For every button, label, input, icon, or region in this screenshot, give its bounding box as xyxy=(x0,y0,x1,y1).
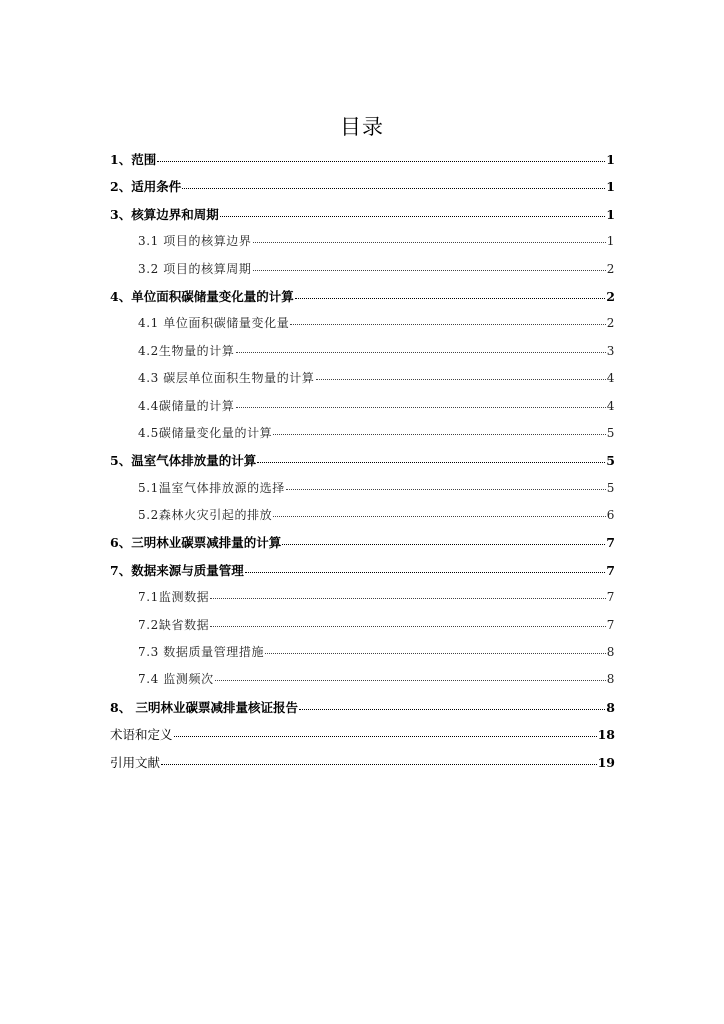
toc-page-number: 1 xyxy=(606,206,615,222)
toc-page-number: 19 xyxy=(597,754,615,770)
toc-entry-subsection[interactable] xyxy=(110,584,615,611)
toc-entry-label: 5.1温室气体排放源的选择 xyxy=(138,480,285,495)
dot-leader xyxy=(273,422,605,435)
toc-page-number: 5 xyxy=(606,453,615,469)
toc-entry-label: 术语和定义 xyxy=(110,727,173,743)
toc-page-number: 7 xyxy=(606,617,615,632)
toc-page-number: 2 xyxy=(606,288,615,304)
dot-leader xyxy=(253,258,606,271)
toc-entry-label: 5.2森林火灾引起的排放 xyxy=(138,508,273,523)
toc-page-number: 7 xyxy=(606,535,615,551)
dot-leader xyxy=(220,203,606,217)
toc-entry-label: 5、温室气体排放量的计算 xyxy=(110,453,257,469)
dot-leader xyxy=(236,340,606,353)
dot-leader xyxy=(299,696,605,710)
dot-leader xyxy=(245,559,606,573)
toc-entry-subsection[interactable] xyxy=(110,310,615,337)
toc-page-number: 7 xyxy=(606,590,615,605)
toc-entry-subsection[interactable] xyxy=(110,365,615,392)
dot-leader xyxy=(253,230,606,243)
toc-page-number: 5 xyxy=(606,425,615,440)
toc-entry-section[interactable] xyxy=(110,694,615,721)
dot-leader xyxy=(257,450,605,464)
dot-leader xyxy=(215,668,606,681)
toc-entry-subsection[interactable] xyxy=(110,393,615,420)
dot-leader xyxy=(282,532,605,546)
toc-page-number: 2 xyxy=(606,316,615,331)
toc-entry-label: 7.1监测数据 xyxy=(138,590,210,605)
toc-entry-label: 6、三明林业碳票减排量的计算 xyxy=(110,535,282,551)
toc-entry-section[interactable] xyxy=(110,721,615,748)
toc-entry-label: 3.1 项目的核算边界 xyxy=(138,234,252,249)
toc-entry-label: 4.3 碳层单位面积生物量的计算 xyxy=(138,371,315,386)
toc-entry-section[interactable] xyxy=(110,283,615,310)
dot-leader xyxy=(286,477,606,490)
dot-leader xyxy=(273,504,605,517)
toc-entry-section[interactable] xyxy=(110,146,615,173)
toc-entry-label: 7.3 数据质量管理措施 xyxy=(138,645,265,660)
toc-page-number: 8 xyxy=(606,699,615,715)
toc-entry-subsection[interactable] xyxy=(110,420,615,447)
toc-page-number: 1 xyxy=(606,179,615,195)
toc-entry-label: 8、 三明林业碳票减排量核证报告 xyxy=(110,699,299,715)
toc-entry-label: 4.1 单位面积碳储量变化量 xyxy=(138,316,290,331)
toc-entry-subsection[interactable] xyxy=(110,338,615,365)
dot-leader xyxy=(295,285,606,299)
toc-entry-label: 3.2 项目的核算周期 xyxy=(138,261,252,276)
dot-leader xyxy=(182,176,605,190)
toc-page-number: 8 xyxy=(606,672,615,687)
toc-entry-section[interactable] xyxy=(110,447,615,474)
dot-leader xyxy=(210,614,605,627)
toc-entry-label: 4.4碳储量的计算 xyxy=(138,398,235,413)
toc-title: 目录 xyxy=(340,115,384,139)
toc-entry-label: 7.4 监测频次 xyxy=(138,672,214,687)
toc-page-number: 3 xyxy=(606,343,615,358)
toc-entry-subsection[interactable] xyxy=(110,475,615,502)
toc-page-number: 6 xyxy=(606,508,615,523)
toc-page-number: 4 xyxy=(606,371,615,386)
toc-entry-section[interactable] xyxy=(110,173,615,200)
toc-entry-section[interactable] xyxy=(110,749,615,776)
toc-page-number: 8 xyxy=(606,645,615,660)
toc-entry-section[interactable] xyxy=(110,529,615,556)
toc-entry-subsection[interactable] xyxy=(110,228,615,255)
toc-list xyxy=(110,146,615,776)
dot-leader xyxy=(174,724,597,738)
dot-leader xyxy=(290,312,605,325)
dot-leader xyxy=(316,367,606,380)
toc-entry-label: 3、核算边界和周期 xyxy=(110,206,219,222)
dot-leader xyxy=(210,586,605,599)
toc-entry-label: 4、单位面积碳储量变化量的计算 xyxy=(110,288,294,304)
toc-entry-section[interactable] xyxy=(110,557,615,584)
toc-page-number: 7 xyxy=(606,562,615,578)
dot-leader xyxy=(161,751,597,765)
toc-entry-label: 7.2缺省数据 xyxy=(138,617,210,632)
toc-entry-subsection[interactable] xyxy=(110,502,615,529)
toc-entry-subsection[interactable] xyxy=(110,666,615,693)
toc-page-number: 2 xyxy=(606,261,615,276)
toc-entry-label: 引用文献 xyxy=(110,754,161,770)
toc-entry-label: 1、范围 xyxy=(110,152,157,167)
toc-page-number: 5 xyxy=(606,480,615,495)
toc-page-number: 1 xyxy=(606,152,615,167)
toc-entry-label: 4.5碳储量变化量的计算 xyxy=(138,425,273,440)
toc-entry-subsection[interactable] xyxy=(110,612,615,639)
toc-page-number: 4 xyxy=(606,398,615,413)
toc-entry-label: 4.2生物量的计算 xyxy=(138,343,235,358)
toc-entry-section[interactable] xyxy=(110,201,615,228)
dot-leader xyxy=(265,641,606,654)
dot-leader xyxy=(236,395,606,408)
toc-entry-subsection[interactable] xyxy=(110,256,615,283)
toc-page-number: 1 xyxy=(606,234,615,249)
toc-entry-label: 2、适用条件 xyxy=(110,179,182,195)
dot-leader xyxy=(157,149,605,163)
toc-entry-label: 7、数据来源与质量管理 xyxy=(110,562,244,578)
toc-page-number: 18 xyxy=(597,727,615,743)
toc-entry-subsection[interactable] xyxy=(110,639,615,666)
